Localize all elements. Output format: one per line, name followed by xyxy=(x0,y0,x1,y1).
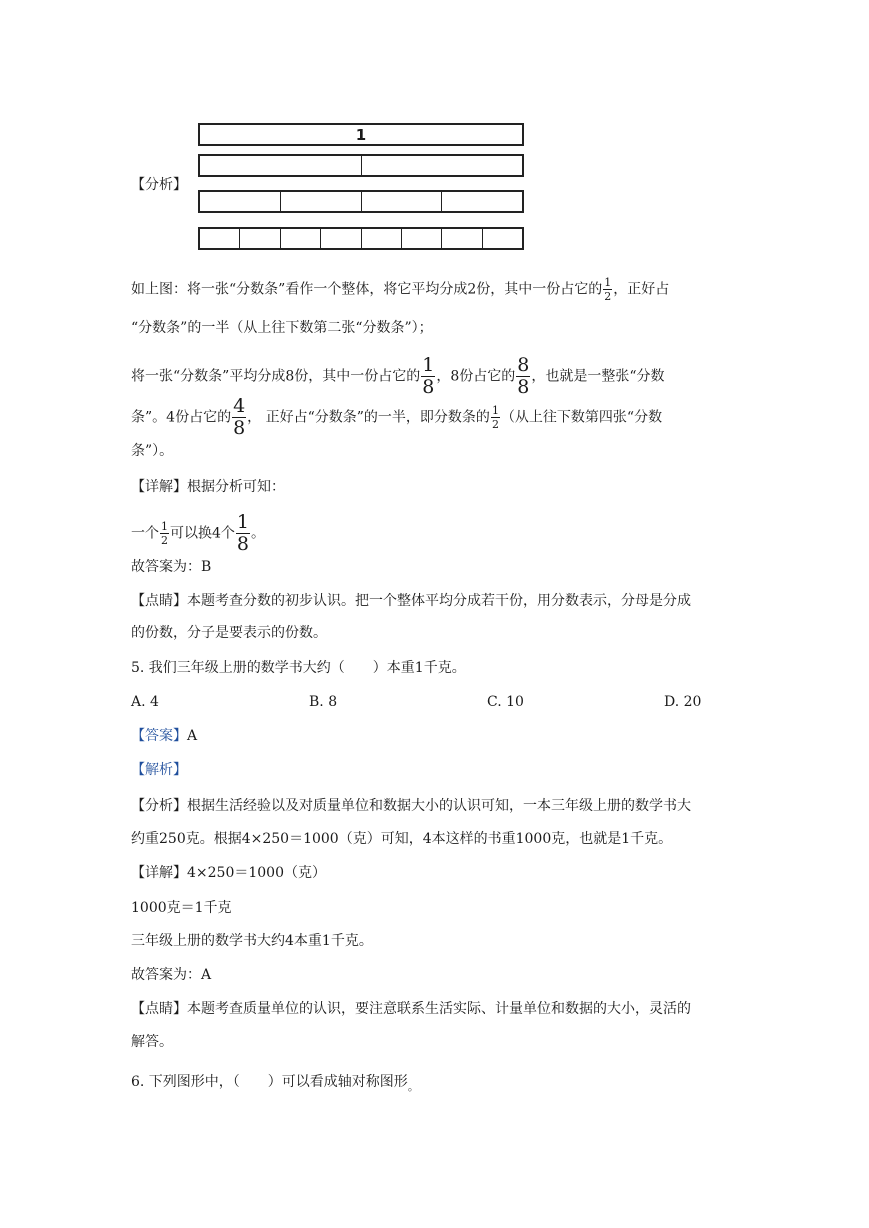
fraction-one-half: $\frac{1}{2}$ xyxy=(604,276,612,303)
comment-1-line2: 的份数，分子是要表示的份数。 xyxy=(131,625,327,641)
detail-1: 【详解】根据分析可知： xyxy=(131,479,285,495)
analysis-para-1-line2: “分数条”的一半（从上往下数第二张“分数条”）； xyxy=(131,320,433,336)
q5-detail: 【详解】4×250＝1000（克） xyxy=(131,865,326,881)
q5-detail-line2: 1000克＝1千克 xyxy=(131,900,232,916)
analysis-para-1: 如上图：将一张“分数条”看作一个整体，将它平均分成2份，其中一份占它的 $\frac{1}{2}$ ，正好占 xyxy=(131,276,670,303)
fraction-strip-eighths xyxy=(198,227,524,250)
comment-1: 【点睛】本题考查分数的初步认识。把一个整体平均分成若干份，用分数表示，分母是分成 xyxy=(131,593,691,609)
q5-detail-line3: 三年级上册的数学书大约4本重1千克。 xyxy=(131,933,373,949)
q5-answer: 【答案】A xyxy=(131,728,198,744)
answer-1: 故答案为：B xyxy=(131,559,212,575)
fraction-strip-quarters xyxy=(198,190,524,213)
fraction-one-eighth: $\frac{1}{8}$ xyxy=(422,354,435,398)
q5-analysis: 【分析】根据生活经验以及对质量单位和数据大小的认识可知，一本三年级上册的数学书大 xyxy=(131,798,691,814)
q5-parse-label: 【解析】 xyxy=(131,762,187,778)
analysis-para-2: 将一张“分数条”平均分成8份，其中一份占它的 $\frac{1}{8}$ ，8份占它的 $\frac{8}{8}$ ，也就是一整张“分数 xyxy=(131,354,665,398)
fraction-strip-whole xyxy=(198,123,524,146)
fraction-strip-halves xyxy=(198,154,524,177)
q5-stem: 5. 我们三年级上册的数学书大约（ ）本重1千克。 xyxy=(131,660,466,676)
fraction-eight-eighths: $\frac{8}{8}$ xyxy=(517,354,530,398)
fraction-four-eighths: $\frac{4}{8}$ xyxy=(233,395,246,439)
fraction-one-half-2: $\frac{1}{2}$ xyxy=(491,404,499,431)
q5-option-c: C. 10 xyxy=(487,694,524,710)
q5-final-answer: 故答案为：A xyxy=(131,967,212,983)
detail-1-line2: 一个 $\frac{1}{2}$ 可以换4个 $\frac{1}{8}$ 。 xyxy=(131,511,266,555)
analysis-label: 【分析】 xyxy=(131,177,187,193)
q5-analysis-line2: 约重250克。根据4×250＝1000（克）可知，4本这样的书重1000克，也就是1千克。 xyxy=(131,831,673,847)
q5-comment: 【点睛】本题考查质量单位的认识，要注意联系生活实际、计量单位和数据的大小，灵活的 xyxy=(131,1001,691,1017)
q6-stem: 6. 下列图形中，（ ）可以看成轴对称图形$_。$ xyxy=(131,1074,419,1093)
fraction-strip-whole-label: 1 xyxy=(355,125,367,144)
analysis-para-2-line3: 条”）。 xyxy=(131,443,174,459)
q5-option-b: B. 8 xyxy=(309,694,338,710)
analysis-para-2-line2: 条”。4份占它的 $\frac{4}{8}$ ， 正好占“分数条”的一半，即分数条的 $\frac{1}{2}$ （从上往下数第四张“分数 xyxy=(131,395,663,439)
q5-option-d: D. 20 xyxy=(664,694,702,710)
q5-comment-line2: 解答。 xyxy=(131,1034,173,1050)
q5-option-a: A. 4 xyxy=(131,694,159,710)
